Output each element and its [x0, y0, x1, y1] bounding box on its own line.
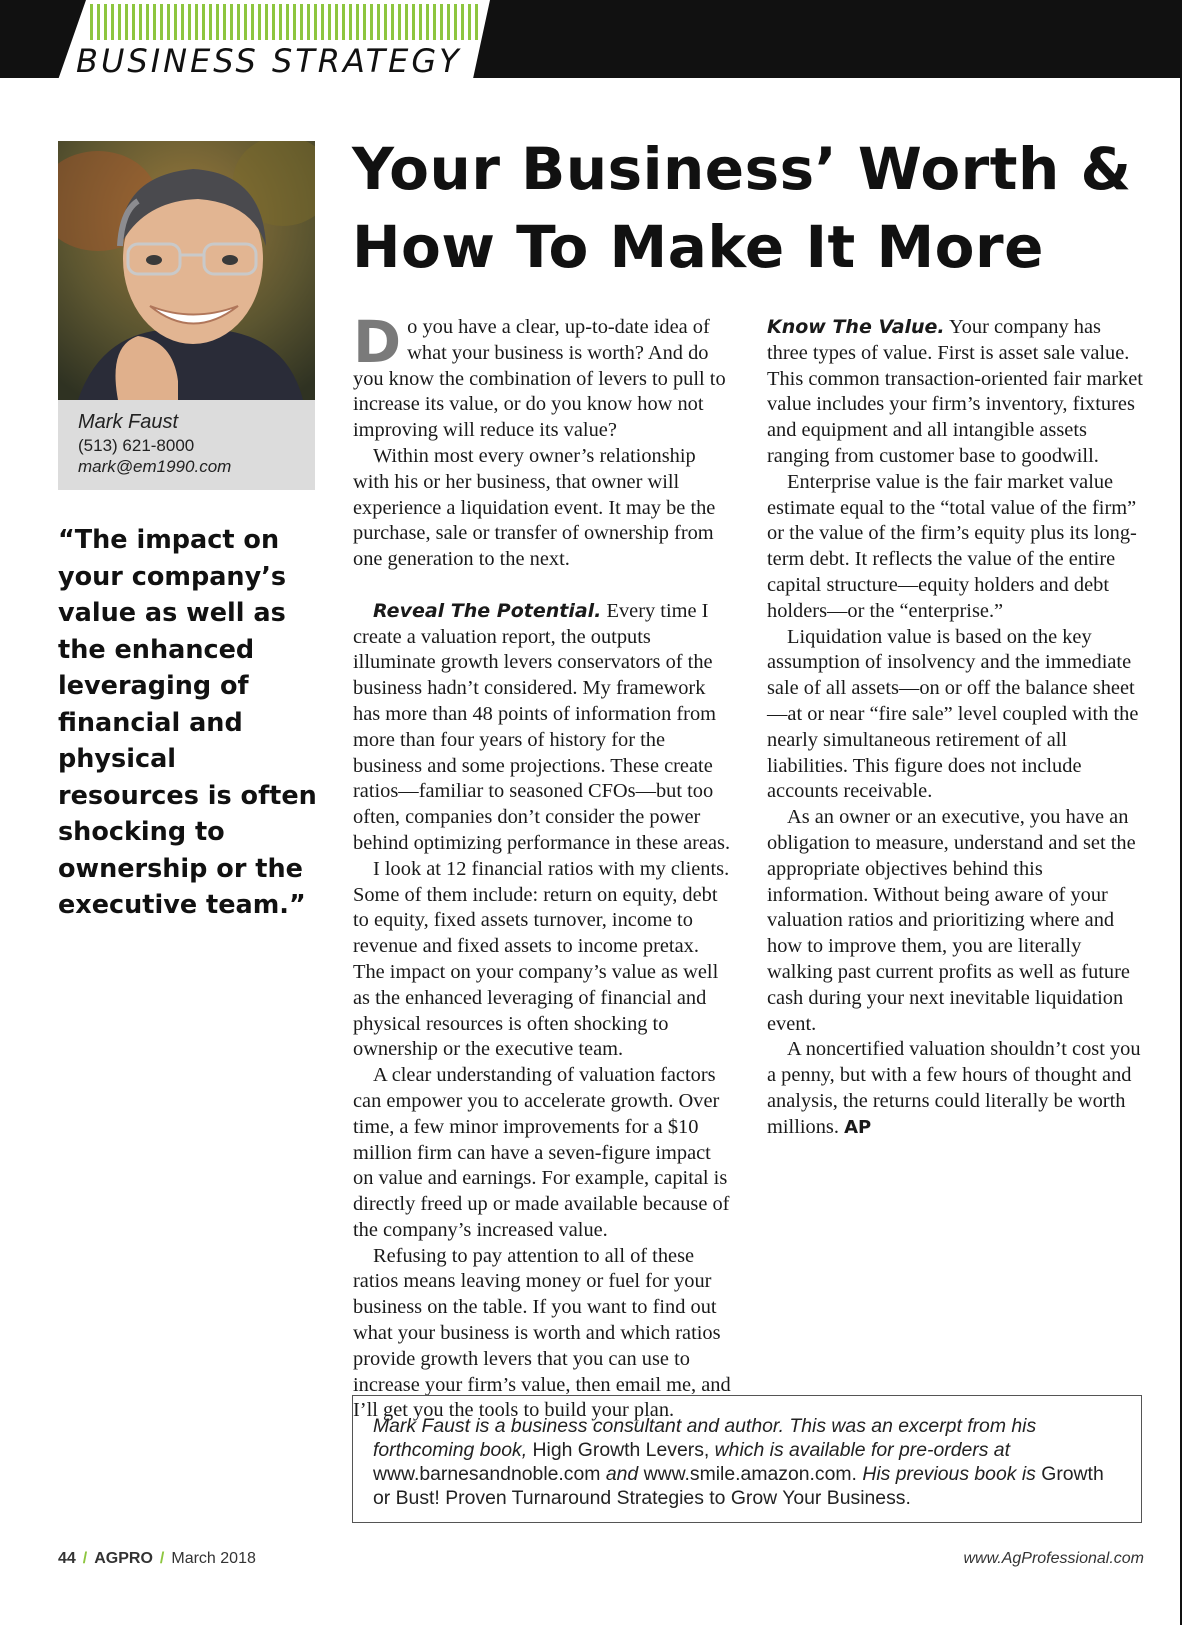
drop-cap: D: [353, 308, 402, 376]
header-stripes: [90, 4, 482, 40]
author-name: Mark Faust: [78, 411, 179, 433]
author-bio-box: [352, 1395, 1142, 1523]
footer-folio: [58, 1550, 256, 1568]
footer-separator: /: [159, 1550, 165, 1567]
article-paragraph: A clear understanding of valuation factors can empower you to accelerate growth. Over time, a few minor improvements for a $10 million firm can have a seven-figure impact on value and earnings. For example, capital is directly freed up or made available because of the company’s increased value.: [353, 1064, 730, 1241]
bio-link-barnesandnoble[interactable]: www.barnesandnoble.com: [373, 1463, 601, 1485]
subhead-reveal-potential: Reveal The Potential.: [373, 599, 602, 622]
article-paragraph: Liquidation value is based on the key assumption of insolvency and the immediate sale of all assets—on or off the balance sheet—at or near “fire sale” level coupled with the nearly simultaneous retirement of all liabilities. This figure does not include accounts receivable.: [767, 625, 1139, 803]
paragraph-text: A noncertified valuation shouldn’t cost you a penny, but with a few hours of thought and analysis, the returns could literally be worth millions.: [767, 1038, 1141, 1138]
article-headline: [352, 130, 1172, 286]
intro-text: o you have a clear, up-to-date idea of what your business is worth? And do you know the combination of levers to pull to increase its value, or do you know how not improving will reduce its value?: [353, 316, 726, 442]
author-email[interactable]: mark@em1990.com: [78, 457, 232, 476]
author-phone: (513) 621-8000: [78, 436, 195, 455]
bio-and: and: [605, 1463, 639, 1485]
article-paragraph: I look at 12 financial ratios with my clients. Some of them include: return on equity, debt to equity, fixed assets turnover, income to revenue and fixed assets to income pretax. The impact on your company’s value as well as the enhanced leveraging of financial and physical resources is often shocking to ownership or the executive team.: [353, 857, 730, 1061]
author-portrait-icon: [58, 141, 315, 400]
article-paragraph: [767, 1037, 1145, 1140]
magazine-name: AGPRO: [94, 1550, 153, 1567]
portrait-illustration: [58, 141, 315, 400]
paragraph-text: Every time I create a valuation report, the outputs illuminate growth levers conservators of the business hadn’t considered. My framework has more than 48 points of information from more than four years of history for the business and some projections. These create ratios—familiar to seasoned CFOs—but too often, companies don’t consider the power behind optimizing performance in these areas.: [353, 599, 731, 854]
page-edge-rule: [1180, 0, 1182, 1625]
section-label: BUSINESS STRATEGY: [76, 42, 462, 80]
article-paragraph: Refusing to pay attention to all of these ratios means leaving money or fuel for your business on the table. If you want to find out what your business is worth and which ratios provide growth levers that you can use to increase your firm’s value, then email me, and I’ll get you the tools to build your plan.: [353, 1244, 731, 1422]
bio-text-3: His previous book is: [862, 1463, 1036, 1485]
footer-separator: /: [82, 1550, 88, 1567]
article-paragraph: [353, 308, 731, 444]
footer-website[interactable]: www.AgProfessional.com: [963, 1550, 1144, 1567]
bio-book-title-1: High Growth Levers,: [532, 1439, 710, 1461]
headline-line-1: Your Business’ Worth &: [352, 135, 1132, 203]
bio-link-amazon[interactable]: www.smile.amazon.com.: [643, 1463, 857, 1485]
bio-text-2: which is available for pre-orders at: [714, 1439, 1010, 1461]
issue-date: March 2018: [171, 1550, 256, 1567]
bio-text-1: Mark Faust is a business consultant and author. This was an excerpt from his forthcoming book,: [373, 1415, 1037, 1461]
article-paragraph: As an owner or an executive, you have an obligation to measure, understand and set the appropriate objectives behind this information. Without being aware of your valuation ratios and prioritizing where and how to improve them, you are literally walking past current profits as well as future cash during your next inevitable liquidation event.: [767, 806, 1136, 1035]
article-paragraph: [767, 315, 1145, 470]
article-column-right: [767, 315, 1145, 1141]
article-column-left: [353, 308, 731, 1424]
page-number: 44: [58, 1550, 76, 1567]
end-mark: AP: [844, 1116, 872, 1138]
author-card: [58, 400, 315, 490]
headline-line-2: How To Make It More: [352, 213, 1044, 281]
pull-quote: “The impact on your company’s value as well as the enhanced leveraging of financial and physical resources is often shocking to ownership or the executive team.”: [58, 525, 317, 920]
article-paragraph: Within most every owner’s relationship with his or her business, that owner will experience a liquidation event. It may be the purchase, sale or transfer of ownership from one generation to the next.: [353, 444, 716, 571]
article-paragraph: [353, 599, 731, 857]
article-paragraph: Enterprise value is the fair market value estimate equal to the “total value of the firm” or the value of the firm’s equity plus its long-term debt. It reflects the value of the entire capital structure—equity holders and debt holders—or the “enterprise.”: [767, 470, 1137, 622]
paragraph-text: Your company has three types of value. First is asset sale value. This common transaction-oriented fair market value includes your firm’s inventory, fixtures and equipment and all intangible assets ranging from customer base to goodwill.: [767, 316, 1143, 467]
subhead-know-value: Know The Value.: [767, 316, 945, 338]
bio-book-title-2: Growth or Bust! Proven Turnaround Strategies to Grow Your Business.: [373, 1463, 1104, 1509]
